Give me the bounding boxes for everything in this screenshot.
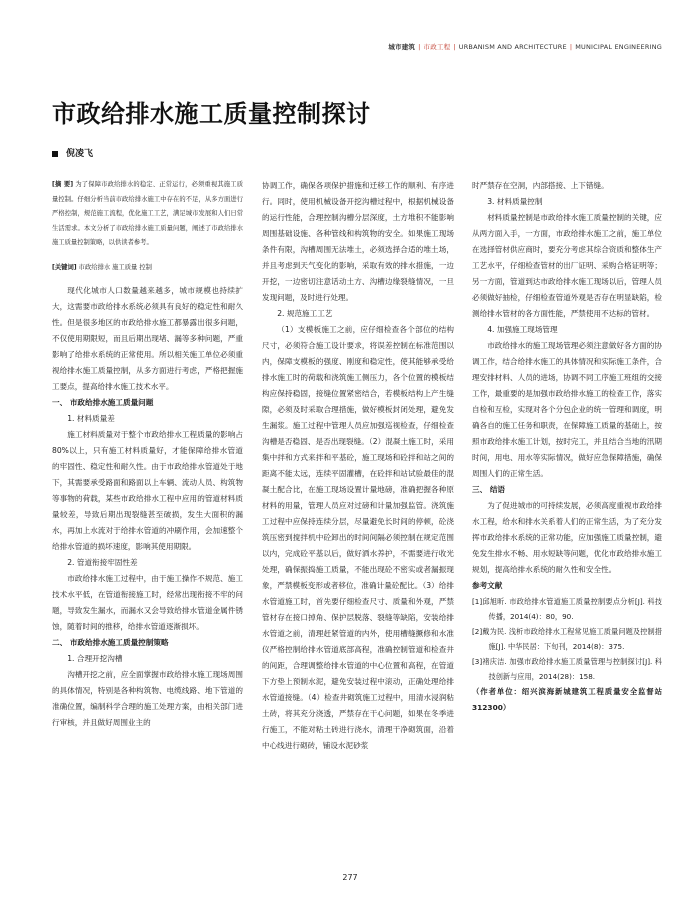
square-bullet-icon: [52, 151, 58, 157]
section-2-sub4-title: 4. 加强施工现场管理: [487, 325, 558, 334]
section-1-sub1-title: 1. 材料质量差: [67, 413, 115, 423]
article-title: 市政给排水施工质量控制探讨: [52, 100, 371, 128]
author-name: 倪凌飞: [66, 149, 94, 159]
section-1-sub2-title: 2. 管道衔接牢固性差: [67, 557, 138, 567]
author-affiliation: （作者单位：绍兴滨海新城建筑工程质量安全监督站 312300）: [472, 687, 662, 712]
conclusion-text: 为了促进城市的可持续发展，必须高度重视市政给排水工程，给水和排水关系着人们的正常生活，为了充分发挥市政给排水系统的正常功能，应加强施工质量控制，避免发生排水不畅、用水短缺等问题，优化市政给排水施工规划，提高给排水系统的耐久性和安全性。: [472, 501, 662, 574]
reference-item: [1]邱旭昕. 市政给排水管道施工质量控制要点分析[J]. 科技传播，2014(4)：80，90.: [472, 597, 662, 621]
running-header: [388, 42, 662, 51]
header-divider: |: [453, 43, 456, 51]
column-3: [472, 178, 662, 716]
header-en-section: MUNICIPAL ENGINEERING: [575, 43, 662, 51]
section-2-sub3-title: 3. 材料质量控制: [487, 197, 543, 206]
section-2-sub2-text-part1: （1）支模板施工之前，应仔细检查各个部位的结构尺寸，必须符合施工设计要求，将误差控制在标准范围以内，保障支模板的强度、刚度和稳定性，使其能够承受给排水施工时的荷载和浇筑施工侧压力，各个位置的模板结构应保持稳固，接缝位置紧密结合，若模板结构上产生缝隙，必须及时采取合理措施，做好模板封闭处理，避免发生漏浆。施工过程中管理人员应加强巡视检查，仔细检查沟槽是否稳固、是否出现裂缝。（2）混凝土施工时，采用集中拌和方式来拌和平基砼，施工现场和砼拌和站之间的距离不能太远，连续平固灌槽，在砼拌和站试验最佳的混凝土配合比，在施工现场设置计量地磅，准确把握各种原材料的用量，管理人员应对过磅和计量加强监管。浇筑施工过程中应保持连续分层，尽量避免长时间的停顿，砼浇筑压密到搅拌机中砼卸出的时间间隔必须控制在规定范围以内，完成砼平基以后，做好洒水养护，不需要进行收光处理，确保振捣施工质量，不能出现砼不密实或者漏振现象，严禁模板变形或者移位，准确计量砼配比。（3）给排水管道施工时，首先要仔细检查尺寸、质量和外观，严禁管材存在接口掉角、保护层脱落、裂缝等缺陷，安装给排水管道之前，清理赶紧管道的内外，使用槽缝撅修和水准仪严格控制给排水管道底部高程，准确控制管道和检查井的间距，合理调整给排水管道的中心位置和高程，在管道下方垫上预制水泥，避免安装过程中滚动，正确处理给排水管道接缝。（4）检查井砌筑施工过程中，用清水浸润粘土砖，将其充分浇透，严禁存在干心问题，如果在冬季进行施工，不能对粘土砖进行浇水，清理干净砌筑面，沿着中心线进行砌砖，铺设水泥砂浆: [262, 325, 454, 750]
section-2-sub2-title: 2. 规范施工工艺: [277, 309, 333, 318]
section-1-sub2-text: 市政给排水施工过程中，由于施工操作不规范、施工技术水平低，在管道衔接施工时，经常出现衔接不牢的问题，导致发生漏水，而漏水又会导致给排水管道金属件锈蚀，随着时间的推移，给排水管道逐渐损坏。: [52, 573, 243, 631]
header-cn-section: 市政工程: [423, 43, 451, 51]
section-3-heading: 三、 结语: [472, 485, 506, 494]
reference-item: [2]戴为民. 浅析市政给排水工程常见施工质量问题及控制措施[J]. 中华民居：下旬刊，2014(8)：375.: [472, 627, 662, 651]
section-1-heading: 一、 市政给排水施工质量问题: [52, 397, 154, 407]
references-heading: 参考文献: [472, 581, 503, 590]
page-number: 277: [342, 873, 358, 882]
section-2-sub1-title: 1. 合理开挖沟槽: [67, 653, 123, 663]
abstract-label: [摘 要]: [52, 181, 74, 188]
section-2-sub1-text-part1: 沟槽开挖之前，应全面掌握市政给排水施工现场周围的具体情况，特别是各种构筑物、电缆线路、地下管道的准确位置，编制科学合理的施工处理方案，由相关部门进行审核，并且做好周围业主的: [52, 669, 243, 727]
header-en-label: URBANISM AND ARCHITECTURE: [458, 43, 567, 51]
section-2-heading: 二、 市政给排水施工质量控制策略: [52, 637, 169, 647]
keywords-text: 市政给排水 施工质量 控制: [78, 263, 152, 271]
author-line: [52, 146, 93, 159]
reference-item: [3]褚庆洁. 加强市政给排水施工质量管理与控制探讨[J]. 科技创新与应用，2014(28)：158.: [472, 657, 662, 681]
section-2-sub1-text-part2: 协调工作，确保各项保护措施和迁移工作的顺利、有序进行。同时，使用机械设备开挖沟槽过程中，根据机械设备的运行性能，合理控制沟槽分层深度，土方堆积不能影响周围基础设施、各种管线和构筑物的安全。如果施工现场条件有限，沟槽周围无法堆土，必须选择合适的堆土场，并且考虑到天气变化的影响，采取有效的排水措施，一边开挖，一边密切注意话动土方、沟槽边缘裂缝情况，一旦发现问题，及时进行处理。: [262, 181, 454, 302]
header-cn-label: 城市建筑: [388, 43, 416, 51]
column-2: [262, 178, 454, 754]
abstract: [52, 178, 243, 251]
keywords-label: [关键词]: [52, 263, 77, 271]
header-divider: |: [418, 43, 421, 51]
column-1: [52, 178, 243, 731]
section-1-sub1-text: 施工材料质量对于整个市政给排水工程质量的影响占 80%以上，只有施工材料质量好，才能保障给排水管道的牢固性、稳定性和耐久性。由于市政给排水管道处于地下，其需要承受路面和路面以上车辆、流动人员、构筑物等事物的荷载，某些市政给排水工程中应用的管道材料质量较差，导致后期出现裂缝甚至破损，发生大面积的漏水，再加上水流对于给排水管道的冲刷作用，会加速整个给排水管道的损坏速度，影响其使用期限。: [52, 429, 243, 551]
abstract-text: 为了保障市政给排水的稳定、正常运行，必须重视其施工质量控制。仔细分析当前市政给排水施工中存在的不足，从多方面进行严格控制，规范施工流程，优化施工工艺，满足城市发展和人们日常生活需求。本文分析了市政给排水施工质量问题，阐述了市政给排水施工质量控制策略，以供读者参考。: [52, 181, 243, 247]
section-2-sub3-text: 材料质量控制是市政给排水施工质量控制的关键，应从两方面入手，一方面，市政给排水施工之前，施工单位在选择管材供应商时，要充分考虑其综合资质和整体生产工艺水平，仔细检查管材的出厂证明、采购合格证明等；另一方面，管道到达市政给排水施工现场以后，管理人员必须做好抽检，仔细检查管道外观是否存在明显缺陷，检测给排水管材的各方面性能，严禁使用不达标的管材。: [472, 213, 662, 318]
section-2-sub2-text-part2: 时严禁存在空洞，内部搭接、上下错缝。: [472, 181, 609, 190]
intro-paragraph: 现代化城市人口数量越来越多，城市规模也持续扩大，这需要市政给排水系统必须具有良好的稳定性和耐久性。但是很多地区的市政给排水施工都暴露出很多问题，不仅使用期限短，而且后期出现堵、漏等多种问题，严重影响了给排水系统的正常使用。所以相关施工单位必须重视给排水施工质量控制，从多方面进行考虑，严格把握施工要点，提高给排水施工技术水平。: [52, 285, 243, 391]
header-divider: |: [569, 43, 573, 51]
keywords: [52, 260, 243, 276]
section-2-sub4-text: 市政给排水的施工现场管理必须注意做好各方面的协调工作，结合给排水施工的具体情况和实际施工条件，合理安排材料、人员的进场，协调不同工序施工班组的交接工作，最重要的是加强市政给排水施工的检查工作，落实自检和互检，实现对各个分包企业的统一管理和调度，明确各自的施工任务和职责，在保障施工质量的基础上，按照市政给排水施工计划，按时完工，并且结合当地的汛期时间，用电、用水等实际情况，做好应急保障措施，确保周围人们的正常生活。: [472, 341, 662, 478]
